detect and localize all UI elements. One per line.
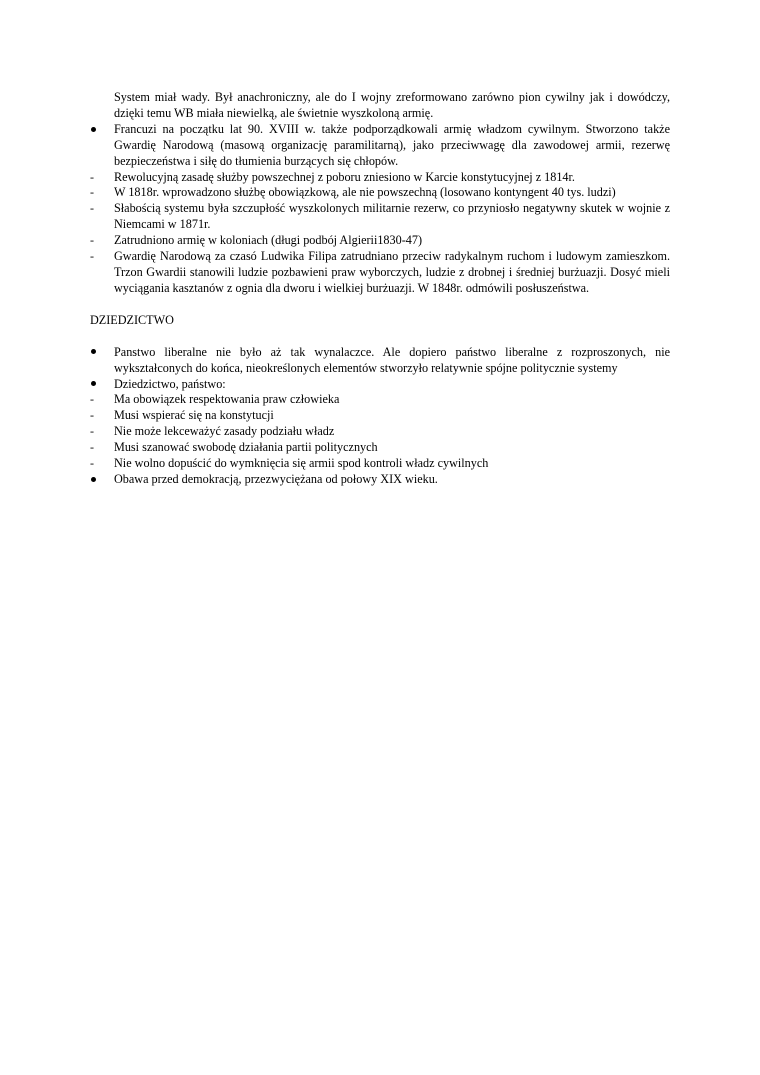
list-item-text: Gwardię Narodową za czasó Ludwika Filipa zatrudniano przeciw radykalnym ruchom i ludowym zamieszkom. Trzon Gwardii stanowili ludzie pozbawieni praw wyborczych, ludzie z drobnej i średniej burżuazji. Dosyć mieli wyciągania kasztanów z ognia dla dworu i wielkiej burżuazji. W 1848r. odmówili posłuszeństwa. [114, 249, 670, 295]
list-item-text: Rewolucyjną zasadę służby powszechnej z poboru zniesiono w Karcie konstytucyjnej z 1814r. [114, 169, 575, 184]
list-item [90, 170, 670, 186]
list-item-text: Dziedzictwo, państwo: [114, 376, 226, 391]
list-item [90, 249, 670, 297]
dash-icon: - [90, 408, 94, 423]
list-item-text: Musi szanować swobodę działania partii politycznych [114, 440, 378, 455]
list-item [90, 408, 670, 424]
list-item [90, 456, 670, 472]
list-item [90, 472, 670, 488]
dash-icon: - [90, 440, 94, 455]
list-item-text: Obawa przed demokracją, przezwyciężana od połowy XIX wieku. [114, 471, 438, 486]
bullet-icon [90, 472, 114, 488]
list-item [90, 122, 670, 170]
list-item-text: Nie może lekceważyć zasady podziału władz [114, 424, 335, 439]
dash-icon: - [90, 233, 94, 248]
list-item-text: Francuzi na początku lat 90. XVIII w. także podporządkowali armię władzom cywilnym. Stworzono także Gwardię Narodową (masową organizację paramilitarną), jako przeciwwagę dla zawodowej armii, rezerwę bezpieczeństwa i siłę do tłumienia burzących się chłopów. [114, 121, 670, 168]
dash-icon: - [90, 249, 94, 264]
dash-icon: - [90, 456, 94, 471]
section-heading: DZIEDZICTWO [90, 312, 174, 327]
list-item-text: Panstwo liberalne nie było aż tak wynalaczce. Ale dopiero państwo liberalne z rozproszonych, nie wykształconych do końca, nieokreślonych elementów stworzyło relatywnie spójne politycznie systemy [114, 344, 670, 375]
list-item [90, 233, 670, 249]
dash-icon: - [90, 201, 94, 216]
list-item-text: Zatrudniono armię w koloniach (długi podbój Algierii1830-47) [114, 233, 423, 248]
list-item [90, 377, 670, 393]
dash-icon: - [90, 169, 94, 184]
list-item [90, 201, 670, 233]
dash-icon: - [90, 392, 94, 407]
list-item-text: Słabością systemu była szczupłość wyszkolonych militarnie rezerw, co przyniosło negatywny skutek w wojnie z Niemcami w 1871r. [114, 201, 670, 232]
continued-paragraph: System miał wady. Był anachroniczny, ale do I wojny zreformowano zarówno pion cywilny jak i dowódczy, dzięki temu WB miała niewielką, ale świetnie wyszkoloną armię. [114, 90, 670, 120]
list-item [90, 440, 670, 456]
list-item-text: W 1818r. wprowadzono służbę obowiązkową, ale nie powszechną (losowano kontyngent 40 tys. ludzi) [114, 185, 616, 200]
dash-icon: - [90, 185, 94, 200]
list-item-text: Nie wolno dopuścić do wymknięcia się armii spod kontroli władz cywilnych [114, 456, 489, 471]
section-legacy [90, 345, 670, 488]
list-item-text: Musi wspierać się na konstytucji [114, 408, 274, 423]
list-item [90, 185, 670, 201]
bullet-icon [90, 345, 114, 361]
bullet-icon [90, 122, 114, 138]
dash-icon: - [90, 424, 94, 439]
section-liberal-army [90, 90, 670, 297]
list-item [90, 392, 670, 408]
list-item [90, 424, 670, 440]
bullet-icon [90, 377, 114, 393]
document-page [90, 90, 670, 488]
list-item [90, 345, 670, 377]
list-item-text: Ma obowiązek respektowania praw człowieka [114, 392, 340, 407]
